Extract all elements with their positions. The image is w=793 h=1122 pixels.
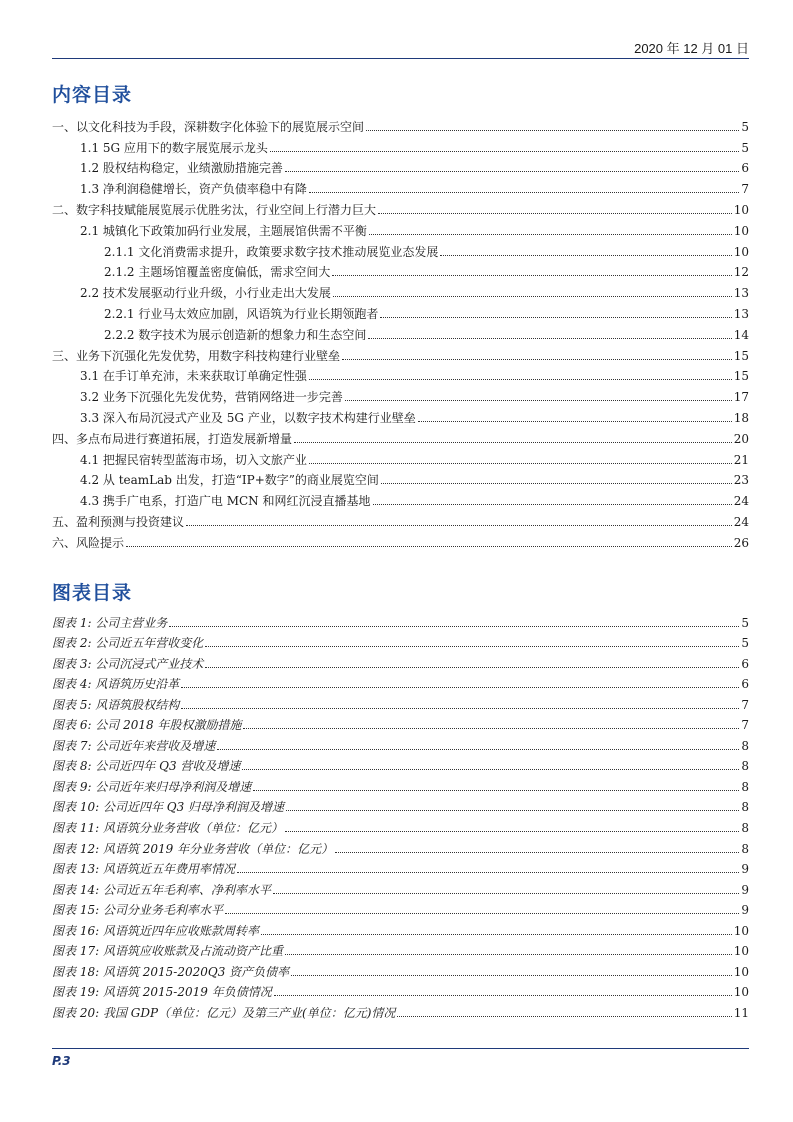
page-number: P.3 (52, 1054, 71, 1068)
figure-entry-page-number: 10 (733, 944, 749, 959)
figure-entry[interactable] (52, 651, 749, 672)
toc-entry[interactable] (52, 156, 749, 177)
toc-entry-label: 五、盈利预测与投资建议 (52, 514, 185, 529)
figure-entry[interactable] (52, 672, 749, 693)
toc-entry[interactable] (52, 218, 749, 239)
toc-entry-label: 4.2 从 teamLab 出发，打造“IP+数字”的商业展览空间 (80, 473, 379, 488)
toc-entry-page-number: 10 (733, 202, 749, 217)
dot-leader (369, 234, 732, 235)
figure-entry[interactable] (52, 980, 749, 1001)
toc-entry-page-number: 5 (741, 119, 749, 134)
figure-entry-page-number: 9 (741, 862, 749, 877)
figure-entry[interactable] (52, 713, 749, 734)
dot-leader (225, 913, 739, 914)
figure-entry-page-number: 8 (741, 759, 749, 774)
toc-entry-page-number: 15 (733, 348, 749, 363)
figure-entry-label: 图表 6: 公司 2018 年股权激励措施 (52, 718, 242, 733)
toc-entry-label: 3.3 深入布局沉浸式产业及 5G 产业，以数字技术构建行业壁垒 (80, 410, 416, 425)
dot-leader (332, 275, 731, 276)
toc-entry-page-number: 17 (733, 390, 749, 405)
toc-entry-label: 1.2 股权结构稳定，业绩激励措施完善 (80, 161, 283, 176)
toc-entry[interactable] (52, 239, 749, 260)
figure-entry-page-number: 5 (741, 636, 749, 651)
toc-entry-label: 三、业务下沉强化先发优势，用数字科技构建行业壁垒 (52, 348, 341, 363)
dot-leader (380, 317, 731, 318)
figure-entry-page-number: 8 (741, 738, 749, 753)
toc-entry-label: 2.1 城镇化下政策加码行业发展，主题展馆供需不平衡 (80, 223, 367, 238)
dot-leader (309, 192, 739, 193)
toc-entry[interactable] (52, 530, 749, 551)
figure-entry-page-number: 6 (741, 677, 749, 692)
dot-leader (270, 151, 739, 152)
figure-entry-label: 图表 15: 公司分业务毛利率水平 (52, 903, 223, 918)
toc-entry[interactable] (52, 114, 749, 135)
dot-leader (253, 790, 739, 791)
figure-entry-page-number: 5 (741, 615, 749, 630)
figure-entry[interactable] (52, 774, 749, 795)
toc-entry-page-number: 20 (733, 431, 749, 446)
dot-leader (294, 442, 732, 443)
figure-entry[interactable] (52, 918, 749, 939)
figure-entry-label: 图表 3: 公司沉浸式产业技术 (52, 656, 204, 671)
toc-entry-page-number: 10 (733, 244, 749, 259)
figure-entry-label: 图表 4: 风语筑历史沿革 (52, 677, 180, 692)
dot-leader (418, 421, 732, 422)
toc-entry[interactable] (52, 447, 749, 468)
figure-entry-page-number: 10 (733, 923, 749, 938)
figure-entry-page-number: 8 (741, 821, 749, 836)
toc-entry-page-number: 26 (733, 535, 749, 550)
toc-entry-page-number: 24 (733, 514, 749, 529)
figure-entry-page-number: 10 (733, 964, 749, 979)
toc-entry-label: 2.2 技术发展驱动行业升级，小行业走出大发展 (80, 286, 331, 301)
dot-leader (309, 463, 732, 464)
dot-leader (335, 852, 739, 853)
figure-entry-label: 图表 16: 风语筑近四年应收账款周转率 (52, 923, 259, 938)
figure-entry-page-number: 8 (741, 779, 749, 794)
figure-entry[interactable] (52, 1000, 749, 1021)
figure-entry[interactable] (52, 877, 749, 898)
dot-leader (217, 749, 739, 750)
toc-entry[interactable] (52, 322, 749, 343)
toc-entry-label: 2.1.2 主题场馆覆盖密度偏低，需求空间大 (104, 265, 331, 280)
figure-entry[interactable] (52, 857, 749, 878)
figure-entry-page-number: 8 (741, 841, 749, 856)
toc-entry-page-number: 24 (733, 494, 749, 509)
toc-entry-label: 4.1 把握民宿转型蓝海市场，切入文旅产业 (80, 452, 307, 467)
report-date: 2020 年 12 月 01 日 (634, 41, 749, 56)
figure-entry[interactable] (52, 754, 749, 775)
figure-entry[interactable] (52, 959, 749, 980)
toc-entry-label: 2.1.1 文化消费需求提升，政策要求数字技术推动展览业态发展 (104, 244, 439, 259)
figure-entry[interactable] (52, 898, 749, 919)
figure-entry[interactable] (52, 610, 749, 631)
figure-entry-label: 图表 10: 公司近四年 Q3 归母净利润及增速 (52, 800, 285, 815)
toc-entry[interactable] (52, 405, 749, 426)
toc-list (52, 114, 749, 551)
toc-entry[interactable] (52, 468, 749, 489)
dot-leader (205, 646, 739, 647)
dot-leader (291, 975, 732, 976)
dot-leader (261, 934, 732, 935)
figure-entry-label: 图表 14: 公司近五年毛利率、净利率水平 (52, 882, 271, 897)
toc-entry[interactable] (52, 488, 749, 509)
figure-entry-label: 图表 19: 风语筑 2015-2019 年负债情况 (52, 985, 272, 1000)
toc-entry[interactable] (52, 364, 749, 385)
figure-entry-label: 图表 9: 公司近年来归母净利润及增速 (52, 779, 252, 794)
dot-leader (286, 810, 739, 811)
dot-leader (309, 379, 732, 380)
toc-entry-page-number: 13 (733, 286, 749, 301)
figure-entry[interactable] (52, 692, 749, 713)
figure-entry-label: 图表 20: 我国 GDP（单位：亿元）及第三产业(单位：亿元)情况 (52, 1005, 396, 1020)
toc-entry[interactable] (52, 280, 749, 301)
toc-title: 内容目录 (52, 84, 133, 106)
header-divider (52, 58, 749, 59)
toc-entry-label: 一、以文化科技为手段，深耕数字化体验下的展览展示空间 (52, 119, 365, 134)
toc-entry[interactable] (52, 384, 749, 405)
dot-leader (237, 872, 739, 873)
figure-entry-label: 图表 1: 公司主营业务 (52, 615, 168, 630)
toc-entry-label: 2.2.2 数字技术为展示创造新的想象力和生态空间 (104, 327, 367, 342)
figure-entry-label: 图表 17: 风语筑应收账款及占流动资产比重 (52, 944, 283, 959)
figure-entry[interactable] (52, 795, 749, 816)
figure-entry-label: 图表 8: 公司近四年 Q3 营收及增速 (52, 759, 241, 774)
figure-entry[interactable] (52, 631, 749, 652)
dot-leader (181, 687, 739, 688)
toc-entry[interactable] (52, 509, 749, 530)
figure-entry-page-number: 6 (741, 656, 749, 671)
dot-leader (205, 667, 739, 668)
toc-entry-page-number: 21 (733, 452, 749, 467)
dot-leader (285, 954, 732, 955)
toc-entry-label: 3.1 在手订单充沛，未来获取订单确定性强 (80, 369, 307, 384)
figure-entry-label: 图表 12: 风语筑 2019 年分业务营收（单位：亿元） (52, 841, 334, 856)
dot-leader (378, 213, 732, 214)
toc-entry[interactable] (52, 176, 749, 197)
toc-entry-label: 四、多点布局进行赛道拓展，打造发展新增量 (52, 431, 293, 446)
dot-leader (397, 1016, 731, 1017)
dot-leader (285, 171, 739, 172)
figure-entry-page-number: 11 (733, 1005, 749, 1020)
dot-leader (186, 525, 732, 526)
footer-divider (52, 1048, 749, 1049)
dot-leader (440, 255, 731, 256)
figure-entry-page-number: 10 (733, 985, 749, 1000)
dot-leader (242, 769, 739, 770)
figure-entry-page-number: 8 (741, 800, 749, 815)
figure-entry-label: 图表 13: 风语筑近五年费用率情况 (52, 862, 235, 877)
toc-entry-page-number: 14 (733, 327, 749, 342)
toc-entry-page-number: 13 (733, 306, 749, 321)
dot-leader (345, 400, 732, 401)
toc-entry[interactable] (52, 301, 749, 322)
dot-leader (285, 831, 739, 832)
toc-entry-label: 3.2 业务下沉强化先发优势，营销网络进一步完善 (80, 390, 343, 405)
toc-entry[interactable] (52, 426, 749, 447)
toc-entry-page-number: 10 (733, 223, 749, 238)
toc-entry[interactable] (52, 343, 749, 364)
figure-entry-page-number: 7 (741, 697, 749, 712)
figures-title: 图表目录 (52, 582, 133, 604)
figure-entry[interactable] (52, 836, 749, 857)
dot-leader (373, 504, 732, 505)
toc-entry-page-number: 7 (741, 182, 749, 197)
figure-entry-page-number: 9 (741, 903, 749, 918)
dot-leader (169, 626, 739, 627)
toc-entry-label: 1.1 5G 应用下的数字展览展示龙头 (80, 140, 268, 155)
toc-entry-label: 4.3 携手广电系，打造广电 MCN 和网红沉浸直播基地 (80, 494, 371, 509)
toc-entry-page-number: 12 (733, 265, 749, 280)
dot-leader (273, 893, 739, 894)
dot-leader (366, 130, 739, 131)
toc-entry[interactable] (52, 197, 749, 218)
figure-entry-label: 图表 7: 公司近年来营收及增速 (52, 738, 216, 753)
figure-entry[interactable] (52, 733, 749, 754)
dot-leader (381, 483, 732, 484)
toc-entry-page-number: 6 (741, 161, 749, 176)
toc-entry-label: 2.2.1 行业马太效应加剧，风语筑为行业长期领跑者 (104, 306, 379, 321)
dot-leader (181, 708, 739, 709)
toc-entry-page-number: 5 (741, 140, 749, 155)
figure-entry-page-number: 9 (741, 882, 749, 897)
figure-entry[interactable] (52, 815, 749, 836)
figure-entry-label: 图表 2: 公司近五年营收变化 (52, 636, 204, 651)
dot-leader (368, 338, 731, 339)
dot-leader (333, 296, 732, 297)
figures-list (52, 610, 749, 1021)
toc-entry-label: 二、数字科技赋能展览展示优胜劣汰，行业空间上行潜力巨大 (52, 202, 377, 217)
toc-entry-label: 1.3 净利润稳健增长，资产负债率稳中有降 (80, 182, 307, 197)
toc-entry-label: 六、风险提示 (52, 535, 125, 550)
dot-leader (342, 359, 732, 360)
dot-leader (126, 546, 732, 547)
figure-entry-label: 图表 18: 风语筑 2015-2020Q3 资产负债率 (52, 964, 290, 979)
dot-leader (243, 728, 739, 729)
figure-entry[interactable] (52, 939, 749, 960)
figure-entry-label: 图表 11: 风语筑分业务营收（单位：亿元） (52, 821, 283, 836)
figure-entry-page-number: 7 (741, 718, 749, 733)
toc-entry-page-number: 23 (733, 473, 749, 488)
figure-entry-label: 图表 5: 风语筑股权结构 (52, 697, 180, 712)
toc-entry[interactable] (52, 260, 749, 281)
toc-entry-page-number: 18 (733, 410, 749, 425)
dot-leader (274, 995, 732, 996)
toc-entry-page-number: 15 (733, 369, 749, 384)
toc-entry[interactable] (52, 135, 749, 156)
